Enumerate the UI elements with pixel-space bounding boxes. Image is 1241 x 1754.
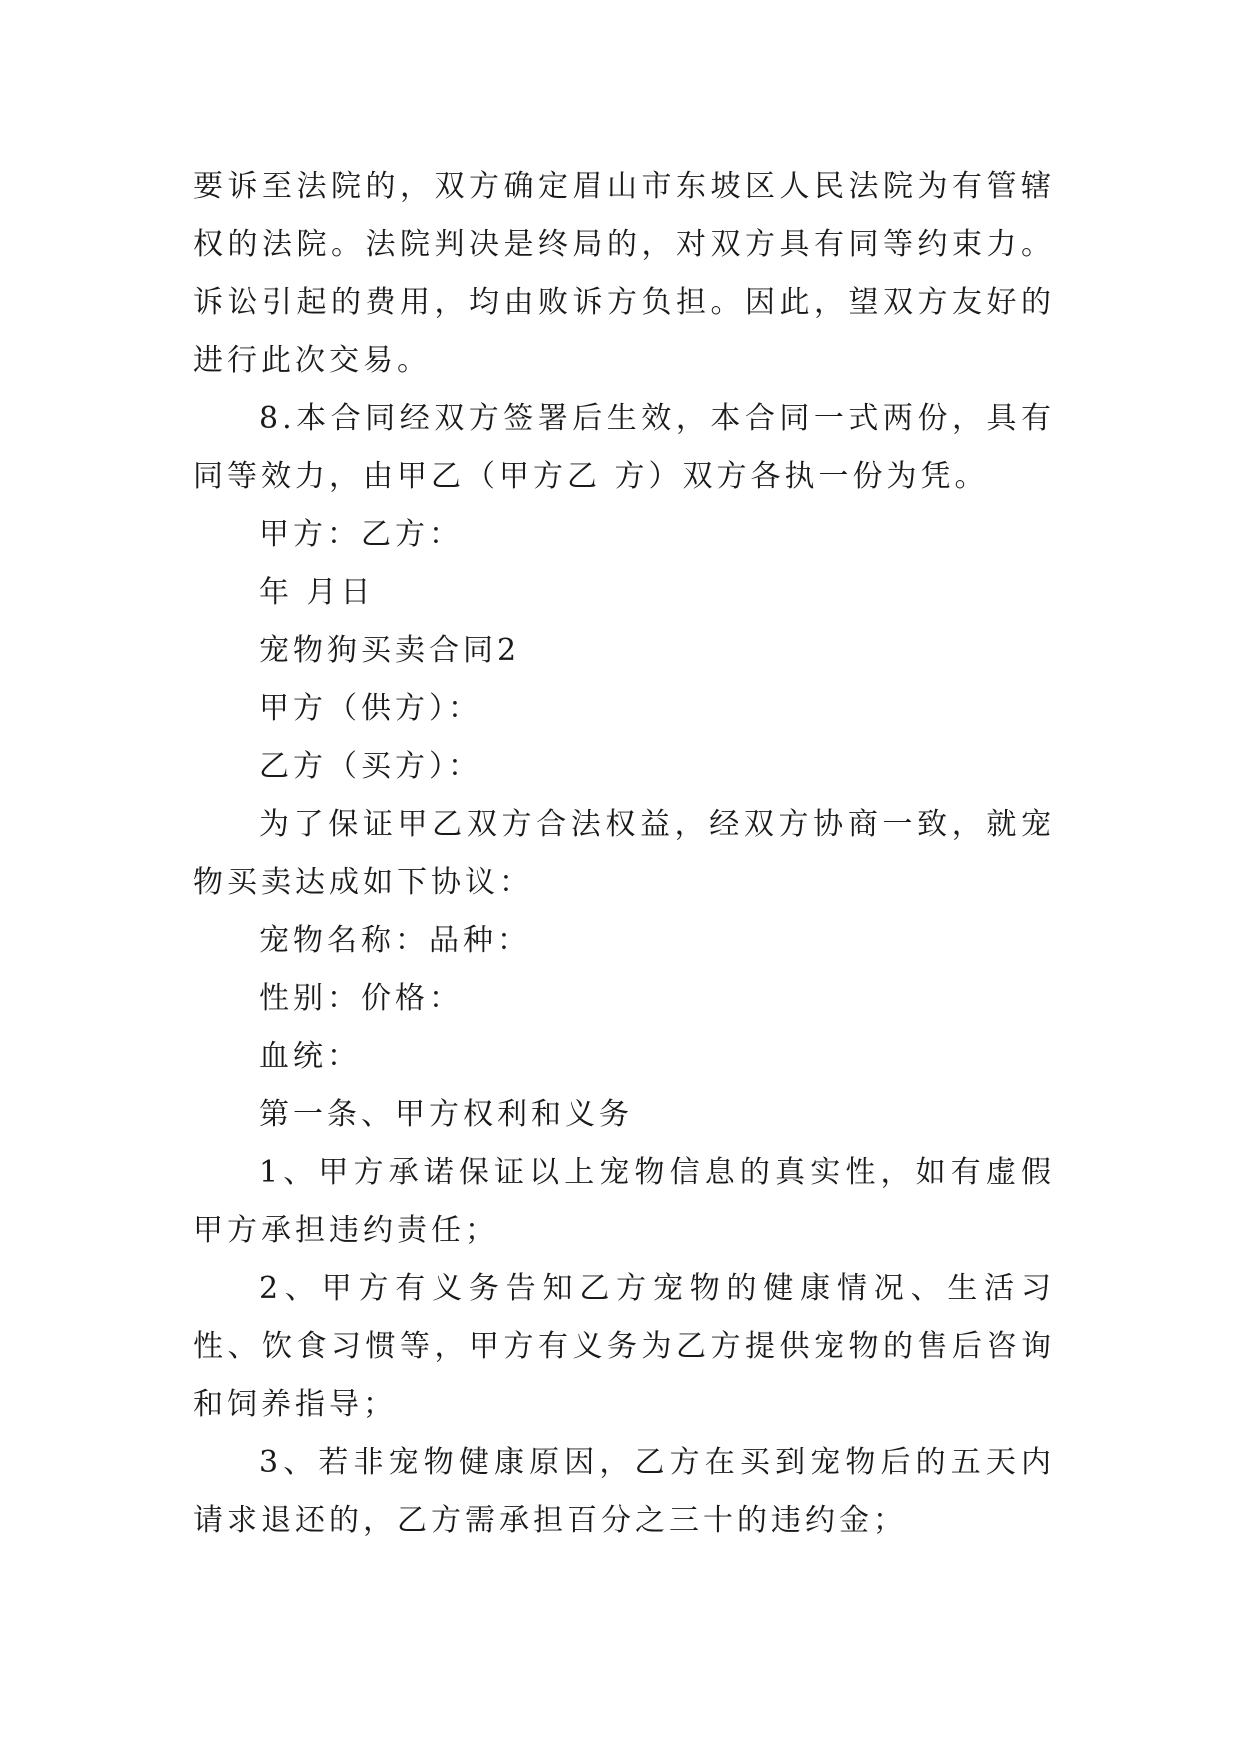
paragraph-preamble: 为了保证甲乙双方合法权益，经双方协商一致，就宠物买卖达成如下协议：	[193, 807, 1055, 900]
signature-parties-line: 甲方：乙方：	[259, 517, 463, 552]
contract-title: 宠物狗买卖合同2	[259, 633, 521, 668]
article-1-heading: 第一条、甲方权利和义务	[259, 1097, 633, 1132]
paragraph-dispute-clause-continued: 要诉至法院的，双方确定眉山市东坡区人民法院为有管辖权的法院。法院判决是终局的，对双方具有同等约束力。诉讼引起的费用，均由败诉方负担。因此，望双方友好的进行此次交易。	[193, 169, 1055, 378]
pet-name-breed-line: 宠物名称：品种：	[259, 923, 531, 958]
article-1-item-3: 3、若非宠物健康原因，乙方在买到宠物后的五天内请求退还的，乙方需承担百分之三十的违约金；	[193, 1445, 1055, 1538]
party-a-supplier-line: 甲方（供方）：	[259, 691, 482, 726]
party-b-buyer-line: 乙方（买方）：	[259, 749, 482, 784]
article-1-item-2: 2、甲方有义务告知乙方宠物的健康情况、生活习性、饮食习惯等，甲方有义务为乙方提供宠物的售后咨询和饲养指导；	[193, 1271, 1055, 1422]
paragraph-clause-8: 8.本合同经双方签署后生效，本合同一式两份，具有同等效力，由甲乙（甲方乙 方）双方各执一份为凭。	[193, 401, 1055, 494]
pedigree-line: 血统：	[259, 1039, 361, 1074]
date-line: 年 月日	[259, 575, 375, 610]
gender-price-line: 性别：价格：	[259, 981, 463, 1016]
document-body	[193, 158, 1055, 1550]
article-1-item-1: 1、甲方承诺保证以上宠物信息的真实性，如有虚假甲方承担违约责任；	[193, 1155, 1055, 1248]
